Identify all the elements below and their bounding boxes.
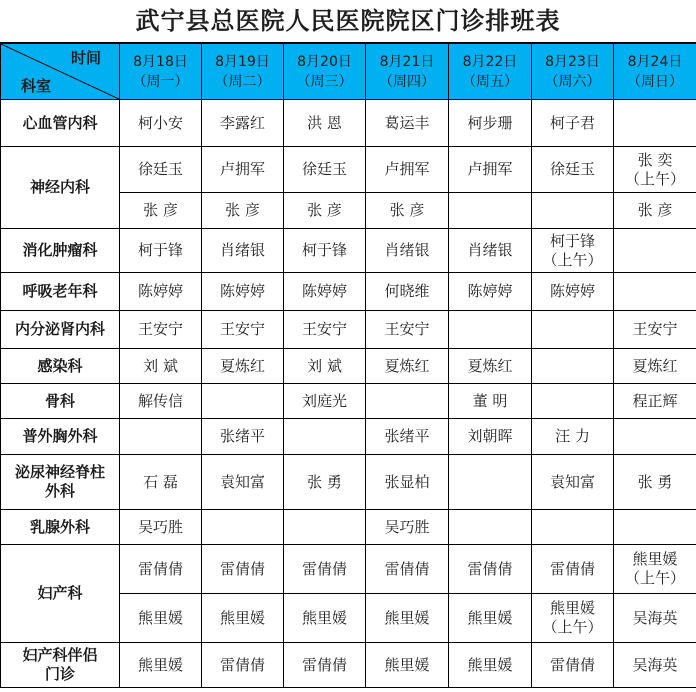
table-row	[1, 455, 696, 510]
doctor-cell	[449, 311, 532, 349]
doctor-cell: 王安宁	[366, 311, 449, 349]
doctor-cell: 卢拥军	[202, 147, 284, 193]
day-weekday: （周五）	[462, 73, 518, 90]
schedule-body	[1, 100, 696, 688]
doctor-cell	[614, 419, 696, 455]
department-name: 骨科	[1, 384, 120, 419]
day-weekday: （周四）	[379, 73, 435, 90]
doctor-cell: 卢拥军	[449, 147, 532, 193]
doctor-cell: 柯于锋	[120, 229, 202, 273]
doctor-cell: 柯小安	[120, 100, 202, 147]
doctor-cell: 熊里媛 （上午）	[532, 594, 614, 643]
doctor-cell: 夏炼红	[202, 349, 284, 384]
doctor-cell: 徐廷玉	[532, 147, 614, 193]
day-date: 8月23日	[545, 53, 600, 70]
doctor-cell	[449, 510, 532, 545]
doctor-cell: 陈婷婷	[449, 273, 532, 311]
doctor-cell: 张 彦	[120, 193, 202, 229]
doctor-cell: 袁知富	[202, 455, 284, 510]
day-weekday: （周三）	[296, 73, 353, 90]
department-name: 感染科	[1, 349, 120, 384]
time-label: 时间	[70, 49, 101, 67]
day-header	[120, 44, 202, 100]
doctor-cell: 雷倩倩	[202, 545, 284, 594]
doctor-cell	[532, 510, 614, 545]
doctor-cell: 陈婷婷	[532, 273, 614, 311]
doctor-cell: 王安宁	[120, 311, 202, 349]
doctor-cell: 张绪平	[202, 419, 284, 455]
doctor-cell	[284, 510, 366, 545]
table-row	[1, 273, 696, 311]
doctor-cell: 肖绪银	[202, 229, 284, 273]
doctor-cell: 肖绪银	[366, 229, 449, 273]
doctor-cell: 熊里媛	[284, 594, 366, 643]
doctor-cell: 夏炼红	[449, 349, 532, 384]
doctor-cell	[449, 455, 532, 510]
day-header	[449, 44, 532, 100]
doctor-cell: 熊里媛	[202, 594, 284, 643]
doctor-cell: 吴海英	[614, 594, 696, 643]
doctor-cell: 雷倩倩	[120, 545, 202, 594]
doctor-cell: 卢拥军	[366, 147, 449, 193]
doctor-cell	[532, 349, 614, 384]
department-name: 泌尿神经脊柱 外科	[1, 455, 120, 510]
table-row	[1, 510, 696, 545]
doctor-cell: 雷倩倩	[284, 545, 366, 594]
table-row	[1, 419, 696, 455]
table-row	[1, 384, 696, 419]
doctor-cell: 张 彦	[614, 193, 696, 229]
day-header	[614, 44, 696, 100]
doctor-cell: 吴海英	[614, 643, 696, 688]
doctor-cell	[614, 229, 696, 273]
doctor-cell: 夏炼红	[614, 349, 696, 384]
doctor-cell: 熊里媛	[120, 594, 202, 643]
doctor-cell: 熊里媛	[366, 594, 449, 643]
doctor-cell: 张绪平	[366, 419, 449, 455]
doctor-cell: 雷倩倩	[532, 545, 614, 594]
schedule-table	[0, 43, 696, 688]
doctor-cell: 雷倩倩	[366, 545, 449, 594]
department-name: 妇产科伴侣 门诊	[1, 643, 120, 688]
table-row	[1, 643, 696, 688]
doctor-cell: 徐廷玉	[284, 147, 366, 193]
table-row	[1, 147, 696, 193]
doctor-cell: 王安宁	[284, 311, 366, 349]
dept-label: 科室	[21, 77, 52, 95]
day-date: 8月19日	[215, 53, 270, 70]
doctor-cell: 熊里媛	[120, 643, 202, 688]
doctor-cell	[202, 510, 284, 545]
doctor-cell: 熊里媛	[449, 594, 532, 643]
doctor-cell: 刘 斌	[120, 349, 202, 384]
doctor-cell: 王安宁	[202, 311, 284, 349]
table-row	[1, 349, 696, 384]
doctor-cell: 解传信	[120, 384, 202, 419]
doctor-cell	[614, 510, 696, 545]
doctor-cell: 袁知富	[532, 455, 614, 510]
day-header	[532, 44, 614, 100]
doctor-cell: 张 彦	[284, 193, 366, 229]
doctor-cell: 张 彦	[366, 193, 449, 229]
doctor-cell: 雷倩倩	[532, 643, 614, 688]
doctor-cell: 柯于锋 （上午）	[532, 229, 614, 273]
doctor-cell: 肖绪银	[449, 229, 532, 273]
doctor-cell: 陈婷婷	[202, 273, 284, 311]
department-name: 内分泌肾内科	[1, 311, 120, 349]
department-name: 神经内科	[1, 147, 120, 229]
day-date: 8月24日	[627, 53, 683, 70]
doctor-cell: 雷倩倩	[449, 545, 532, 594]
doctor-cell: 雷倩倩	[202, 643, 284, 688]
doctor-cell: 汪 力	[532, 419, 614, 455]
doctor-cell: 刘庭光	[284, 384, 366, 419]
department-name: 妇产科	[1, 545, 120, 643]
day-date: 8月21日	[379, 53, 435, 70]
doctor-cell: 熊里媛	[449, 643, 532, 688]
doctor-cell: 夏炼红	[366, 349, 449, 384]
table-row	[1, 229, 696, 273]
doctor-cell: 李露红	[202, 100, 284, 147]
doctor-cell: 吴巧胜	[120, 510, 202, 545]
department-name: 普外胸外科	[1, 419, 120, 455]
doctor-cell: 张 奕 （上午）	[614, 147, 696, 193]
doctor-cell: 石 磊	[120, 455, 202, 510]
day-header	[202, 44, 284, 100]
department-name: 心血管内科	[1, 100, 120, 147]
diagonal-line	[1, 44, 119, 99]
doctor-cell: 张 勇	[284, 455, 366, 510]
doctor-cell: 葛运丰	[366, 100, 449, 147]
doctor-cell: 熊里媛	[366, 643, 449, 688]
department-name: 消化肿瘤科	[1, 229, 120, 273]
corner-header	[1, 44, 120, 100]
doctor-cell: 徐廷玉	[120, 147, 202, 193]
doctor-cell: 张显柏	[366, 455, 449, 510]
doctor-cell: 何晓维	[366, 273, 449, 311]
doctor-cell: 洪 恩	[284, 100, 366, 147]
doctor-cell: 董 明	[449, 384, 532, 419]
day-date: 8月18日	[133, 53, 188, 70]
doctor-cell	[449, 193, 532, 229]
doctor-cell: 柯子君	[532, 100, 614, 147]
day-date: 8月20日	[297, 53, 352, 70]
day-weekday: （周一）	[132, 73, 189, 90]
page-title: 武宁县总医院人民医院院区门诊排班表	[0, 0, 696, 43]
doctor-cell: 柯于锋	[284, 229, 366, 273]
doctor-cell	[366, 384, 449, 419]
doctor-cell: 吴巧胜	[366, 510, 449, 545]
day-weekday: （周六）	[544, 73, 601, 90]
table-row	[1, 311, 696, 349]
doctor-cell	[120, 419, 202, 455]
doctor-cell	[614, 100, 696, 147]
doctor-cell: 刘朝晖	[449, 419, 532, 455]
department-name: 呼吸老年科	[1, 273, 120, 311]
doctor-cell	[532, 193, 614, 229]
department-name: 乳腺外科	[1, 510, 120, 545]
doctor-cell	[614, 273, 696, 311]
day-weekday: （周日）	[627, 73, 683, 90]
day-date: 8月22日	[462, 53, 518, 70]
doctor-cell: 王安宁	[614, 311, 696, 349]
doctor-cell: 张 勇	[614, 455, 696, 510]
doctor-cell	[202, 384, 284, 419]
doctor-cell: 程正辉	[614, 384, 696, 419]
doctor-cell: 陈婷婷	[120, 273, 202, 311]
doctor-cell	[532, 311, 614, 349]
day-weekday: （周二）	[214, 73, 271, 90]
doctor-cell: 张 彦	[202, 193, 284, 229]
doctor-cell: 刘 斌	[284, 349, 366, 384]
day-header	[366, 44, 449, 100]
doctor-cell: 陈婷婷	[284, 273, 366, 311]
table-row	[1, 545, 696, 594]
doctor-cell: 柯步珊	[449, 100, 532, 147]
doctor-cell: 熊里媛 （上午）	[614, 545, 696, 594]
day-header	[284, 44, 366, 100]
doctor-cell	[532, 384, 614, 419]
doctor-cell: 雷倩倩	[284, 643, 366, 688]
header-row	[1, 44, 696, 100]
table-row	[1, 100, 696, 147]
doctor-cell	[284, 419, 366, 455]
